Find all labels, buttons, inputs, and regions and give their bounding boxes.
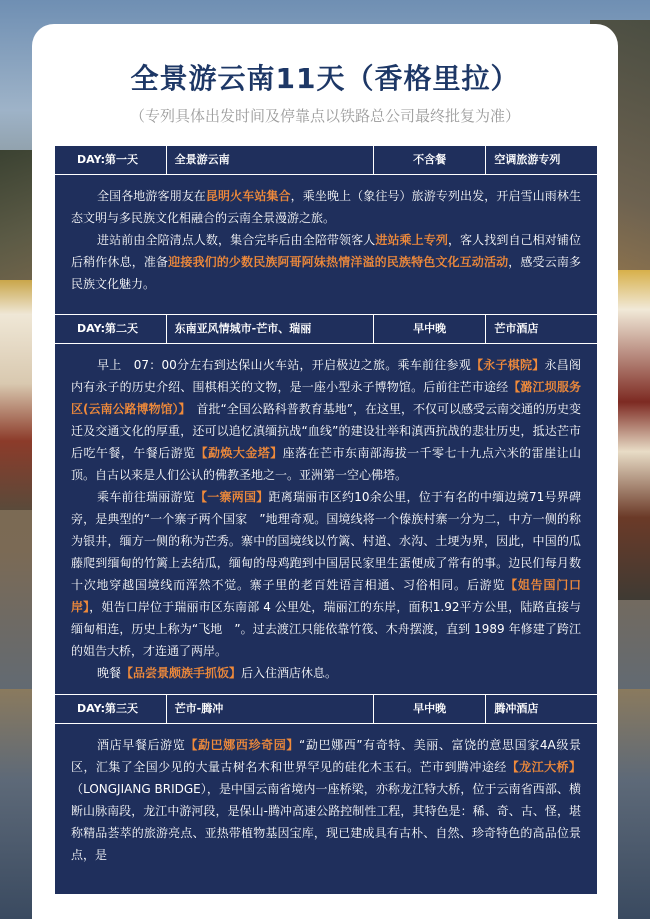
meals-label: 不含餐 <box>374 146 487 174</box>
day-label: DAY:第二天 <box>55 315 167 343</box>
text: 早上 07：00分左右到达保山火车站，开启极边之旅。乘车前往参观 <box>97 358 471 372</box>
text: 全国各地游客朋友在 <box>97 189 206 203</box>
text: ，客人找到自己相对铺位后稍作休息，准备 <box>71 233 581 269</box>
highlight-text: 【品尝景颇族手抓饭】 <box>121 666 242 680</box>
text: 乘车前往瑞丽游览 <box>97 490 195 504</box>
route-label: 全景游云南 <box>167 146 374 174</box>
highlight-text: 昆明火车站集合 <box>205 189 291 203</box>
highlight-text: 【姐告国门口岸】 <box>71 578 581 614</box>
day-label: DAY:第三天 <box>55 695 167 723</box>
route-label: 东南亚风情城市-芒市、瑞丽 <box>167 315 374 343</box>
highlight-text: 【潞江坝服务区(云南公路博物馆）】 <box>71 380 581 416</box>
page-subtitle: （专列具体出发时间及停靠点以铁路总公司最终批复为准） <box>129 107 520 125</box>
lodging-label: 空调旅游专列 <box>494 153 561 166</box>
highlight-text: 【一寨两国】 <box>194 490 269 504</box>
day-1-section <box>54 145 598 316</box>
paragraph <box>71 734 581 866</box>
text: 距离瑞丽市区约10余公里，位于有名的中缅边境71号界碑旁，是典型的“一个寨子两个国家 ”地理奇观。国境线将一个傣族村寨一分为二，中方一侧的称为银井，缅方一侧的称为芒秀。寨中的国境线以竹篱、村道、水沟、土埂为界，因此，中国的瓜藤爬到缅甸的竹篱上去结瓜，缅甸的母鸡跑到中国居民家里生蛋便成了常有的事。边民们每月数十次地穿越国境线而浑然不觉。寨子里的老百姓语言相通、习俗相同。后游览 <box>71 490 581 592</box>
text: 首批“全国公路科普教育基地”，在这里，不仅可以感受云南交通的历史变迁及交通文化的厚重，还可以追忆滇缅抗战“血线”的建设壮举和滇西抗战的悲壮历史，抵达芒市后吃午餐，午餐后游览 <box>71 402 581 460</box>
paragraph <box>71 185 581 229</box>
text: 晚餐 <box>97 666 122 680</box>
text: ，感受云南多民族文化魅力。 <box>71 255 581 291</box>
text: 座落在芒市东南部海拔一千零七十九点六米的雷崖让山顶。自古以来是人们公认的佛教圣地之一。亚洲第一空心佛塔。 <box>71 446 581 482</box>
text: “勐巴娜西”有奇特、美丽、富饶的意思国家4A级景区，汇集了全国少见的大量古树名木和世界罕见的硅化木玉石。芒市到腾冲途经 <box>71 738 581 774</box>
page-title: 全景游云南11天（香格里拉） <box>130 62 520 95</box>
highlight-text: 【龙江大桥】 <box>506 760 581 774</box>
meals-label: 早中晚 <box>374 695 487 723</box>
paragraph <box>71 229 581 295</box>
paragraph <box>71 662 581 684</box>
day-3-section <box>54 694 598 894</box>
text: （LONGJIANG BRIDGE），是中国云南省境内一座桥梁，亦称龙江特大桥，位于云南省西部、横断山脉南段，龙江中游河段，是保山-腾冲高速公路控制性工程，其特色是：稀、奇、古、怪，堪称精品荟萃的旅游亮点、亚热带植物基因宝库，现已建成具有古朴、自然、珍奇特色的高品位景点，是 <box>71 782 581 862</box>
highlight-text: 进站乘上专列 <box>375 233 448 247</box>
meals-label: 早中晚 <box>374 315 487 343</box>
highlight-text: 【勐巴娜西珍奇园】 <box>185 738 299 752</box>
lodging-label: 腾冲酒店 <box>494 702 539 715</box>
day-3-header-row <box>54 694 598 724</box>
highlight-text: 【勐焕大金塔】 <box>195 446 283 460</box>
paragraph <box>71 354 581 486</box>
day-2-description <box>54 344 598 718</box>
day-label: DAY:第一天 <box>55 146 167 174</box>
day-1-description <box>54 175 598 316</box>
text: ，姐告口岸位于瑞丽市区东南部 4 公里处，瑞丽江的东岸，面积1.92平方公里，陆路直接与缅甸相连，历史上称为“飞地 ”。过去渡江只能依靠竹筏、木舟摆渡，直到 1989 年修建了跨江的姐告大桥，才连通了两岸。 <box>71 600 581 658</box>
highlight-text: 迎接我们的少数民族阿哥阿妹热情洋溢的民族特色文化互动活动 <box>168 255 509 269</box>
day-1-header-row <box>54 145 598 175</box>
text: ，乘坐晚上（象往号）旅游专列出发，开启雪山雨林生态文明与多民族文化相融合的云南全景漫游之旅。 <box>71 189 581 225</box>
text: 进站前由全陪清点人数，集合完毕后由全陪带领客人 <box>97 233 376 247</box>
day-2-section <box>54 314 598 718</box>
text: 酒店早餐后游览 <box>97 738 186 752</box>
day-3-description <box>54 724 598 894</box>
route-label: 芒市-腾冲 <box>167 695 374 723</box>
paragraph <box>71 486 581 662</box>
highlight-text: 【永子棋院】 <box>470 358 545 372</box>
lodging-label: 芒市酒店 <box>494 322 539 335</box>
text: 后入住酒店休息。 <box>241 666 338 680</box>
itinerary-card <box>32 24 618 919</box>
day-2-header-row <box>54 314 598 344</box>
text: 永昌阁内有永子的历史介绍、围棋相关的文物，是一座小型永子博物馆。后前往芒市途经 <box>71 358 581 394</box>
